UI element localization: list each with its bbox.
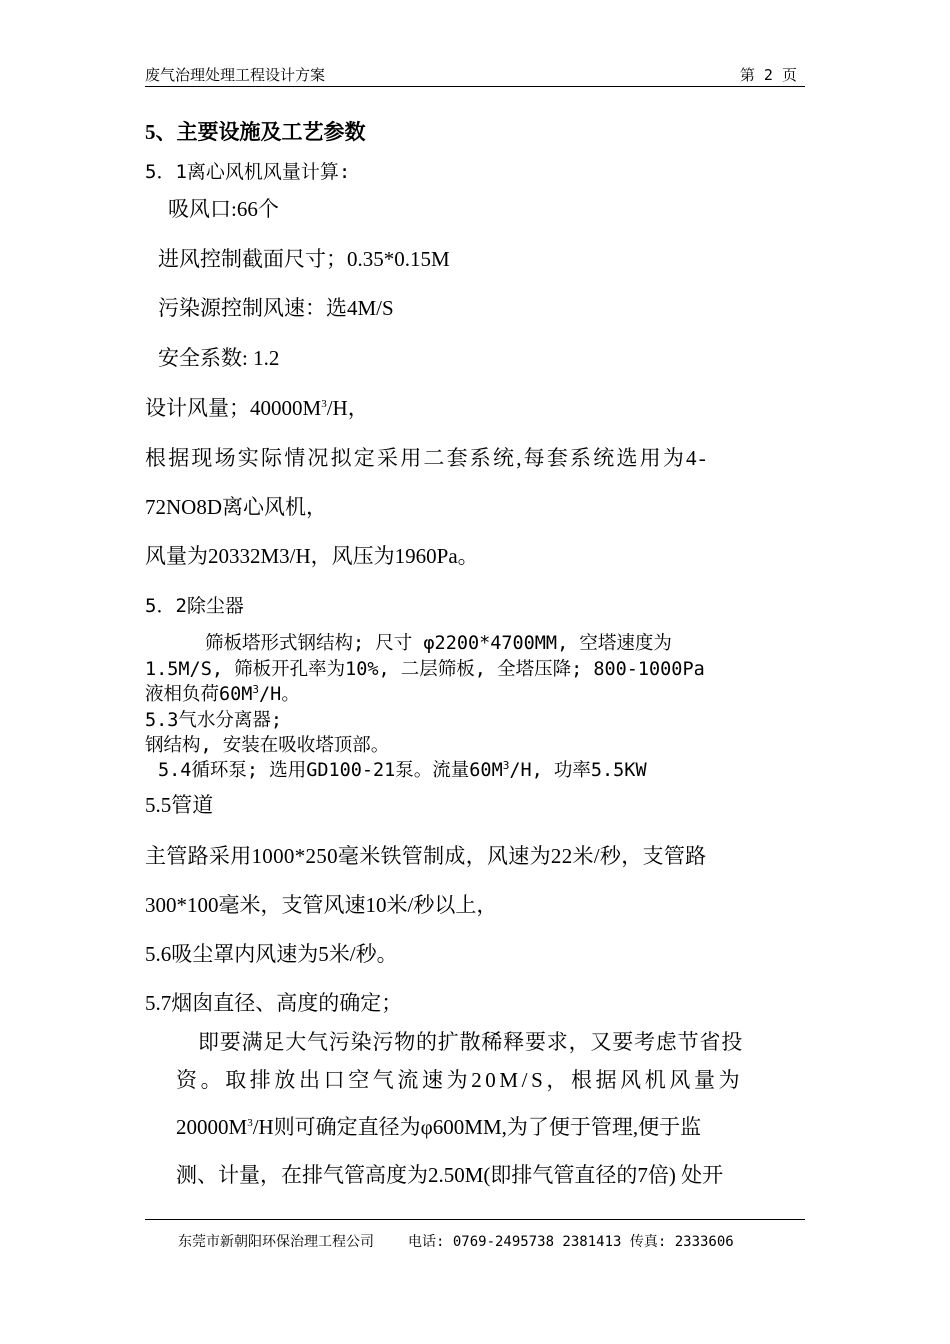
hood-air-speed: 5.6吸尘罩内风速为5米/秒。 (145, 942, 398, 966)
subsection-5-1-title: 5．1离心风机风量计算: (145, 161, 351, 183)
document-title: 废气治理处理工程设计方案 (145, 66, 326, 84)
pipe-spec-line-1: 主管路采用1000*250毫米铁管制成，风速为22米/秒，支管路 (145, 844, 707, 868)
safety-factor: 安全系数: 1.2 (158, 346, 280, 370)
section-heading: 5、主要设施及工艺参数 (145, 120, 366, 144)
dust-collector-line-2: 1.5M/S, 筛板开孔率为10%, 二层筛板, 全塔压降; 800-1000Pa (145, 659, 705, 680)
chimney-text-line-2: 资。取排放出口空气流速为20M/S，根据风机风量为 (176, 1068, 744, 1092)
intake-section-size: 进风控制截面尺寸；0.35*0.15M (158, 247, 450, 271)
intake-count: 吸风口:66个 (168, 197, 279, 221)
dust-collector-line-1: 筛板塔形式钢结构; 尺寸 φ2200*4700MM, 空塔速度为 (205, 633, 672, 654)
dust-collector-line-3: 液相负荷$60M^3/H$。 (145, 682, 300, 705)
subsection-5-3-title: 5.3气水分离器; (145, 710, 283, 731)
chimney-text-line-1: 即要满足大气污染污物的扩散稀释要求，又要考虑节省投 (198, 1030, 743, 1054)
design-airflow: 设计风量；$40000M^3/H$， (145, 396, 369, 420)
chimney-text-line-4: 测、计量，在排气管高度为2.50M(即排气管直径的7倍) 处开 (176, 1163, 724, 1187)
circulation-pump: 5.4循环泵; 选用GD100-21泵。流量$60M^3/H$, 功率5.5KW (158, 758, 647, 781)
subsection-5-2-title: 5．2除尘器 (145, 595, 244, 617)
page-number: 第 2 页 (739, 66, 797, 84)
page-header (145, 62, 805, 87)
system-plan-line-1: 根据现场实际情况拟定采用二套系统,每套系统选用为4- (145, 446, 708, 470)
subsection-5-5-title: 5.5管道 (145, 793, 214, 817)
contact-phone: 电话: 0769-2495738 2381413 传真: 2333606 (408, 1234, 734, 1250)
pipe-spec-line-2: 300*100毫米，支管风速10米/秒以上， (145, 893, 498, 917)
separator-description: 钢结构, 安装在吸收塔顶部。 (145, 735, 390, 756)
control-air-speed: 污染源控制风速：选4M/S (158, 296, 394, 320)
subsection-5-7-title: 5.7烟囱直径、高度的确定； (145, 991, 403, 1015)
fan-airflow-pressure: 风量为20332M3/H，风压为1960Pa。 (145, 544, 479, 568)
company-name: 东莞市新朝阳环保治理工程公司 (178, 1234, 374, 1250)
footer-divider (145, 1219, 805, 1220)
system-plan-line-2: 72NO8D离心风机， (145, 495, 327, 519)
page-footer (178, 1231, 734, 1251)
chimney-text-line-3: $20000M^3/H$则可确定直径为φ600MM,为了便于管理,便于监 (176, 1115, 702, 1139)
